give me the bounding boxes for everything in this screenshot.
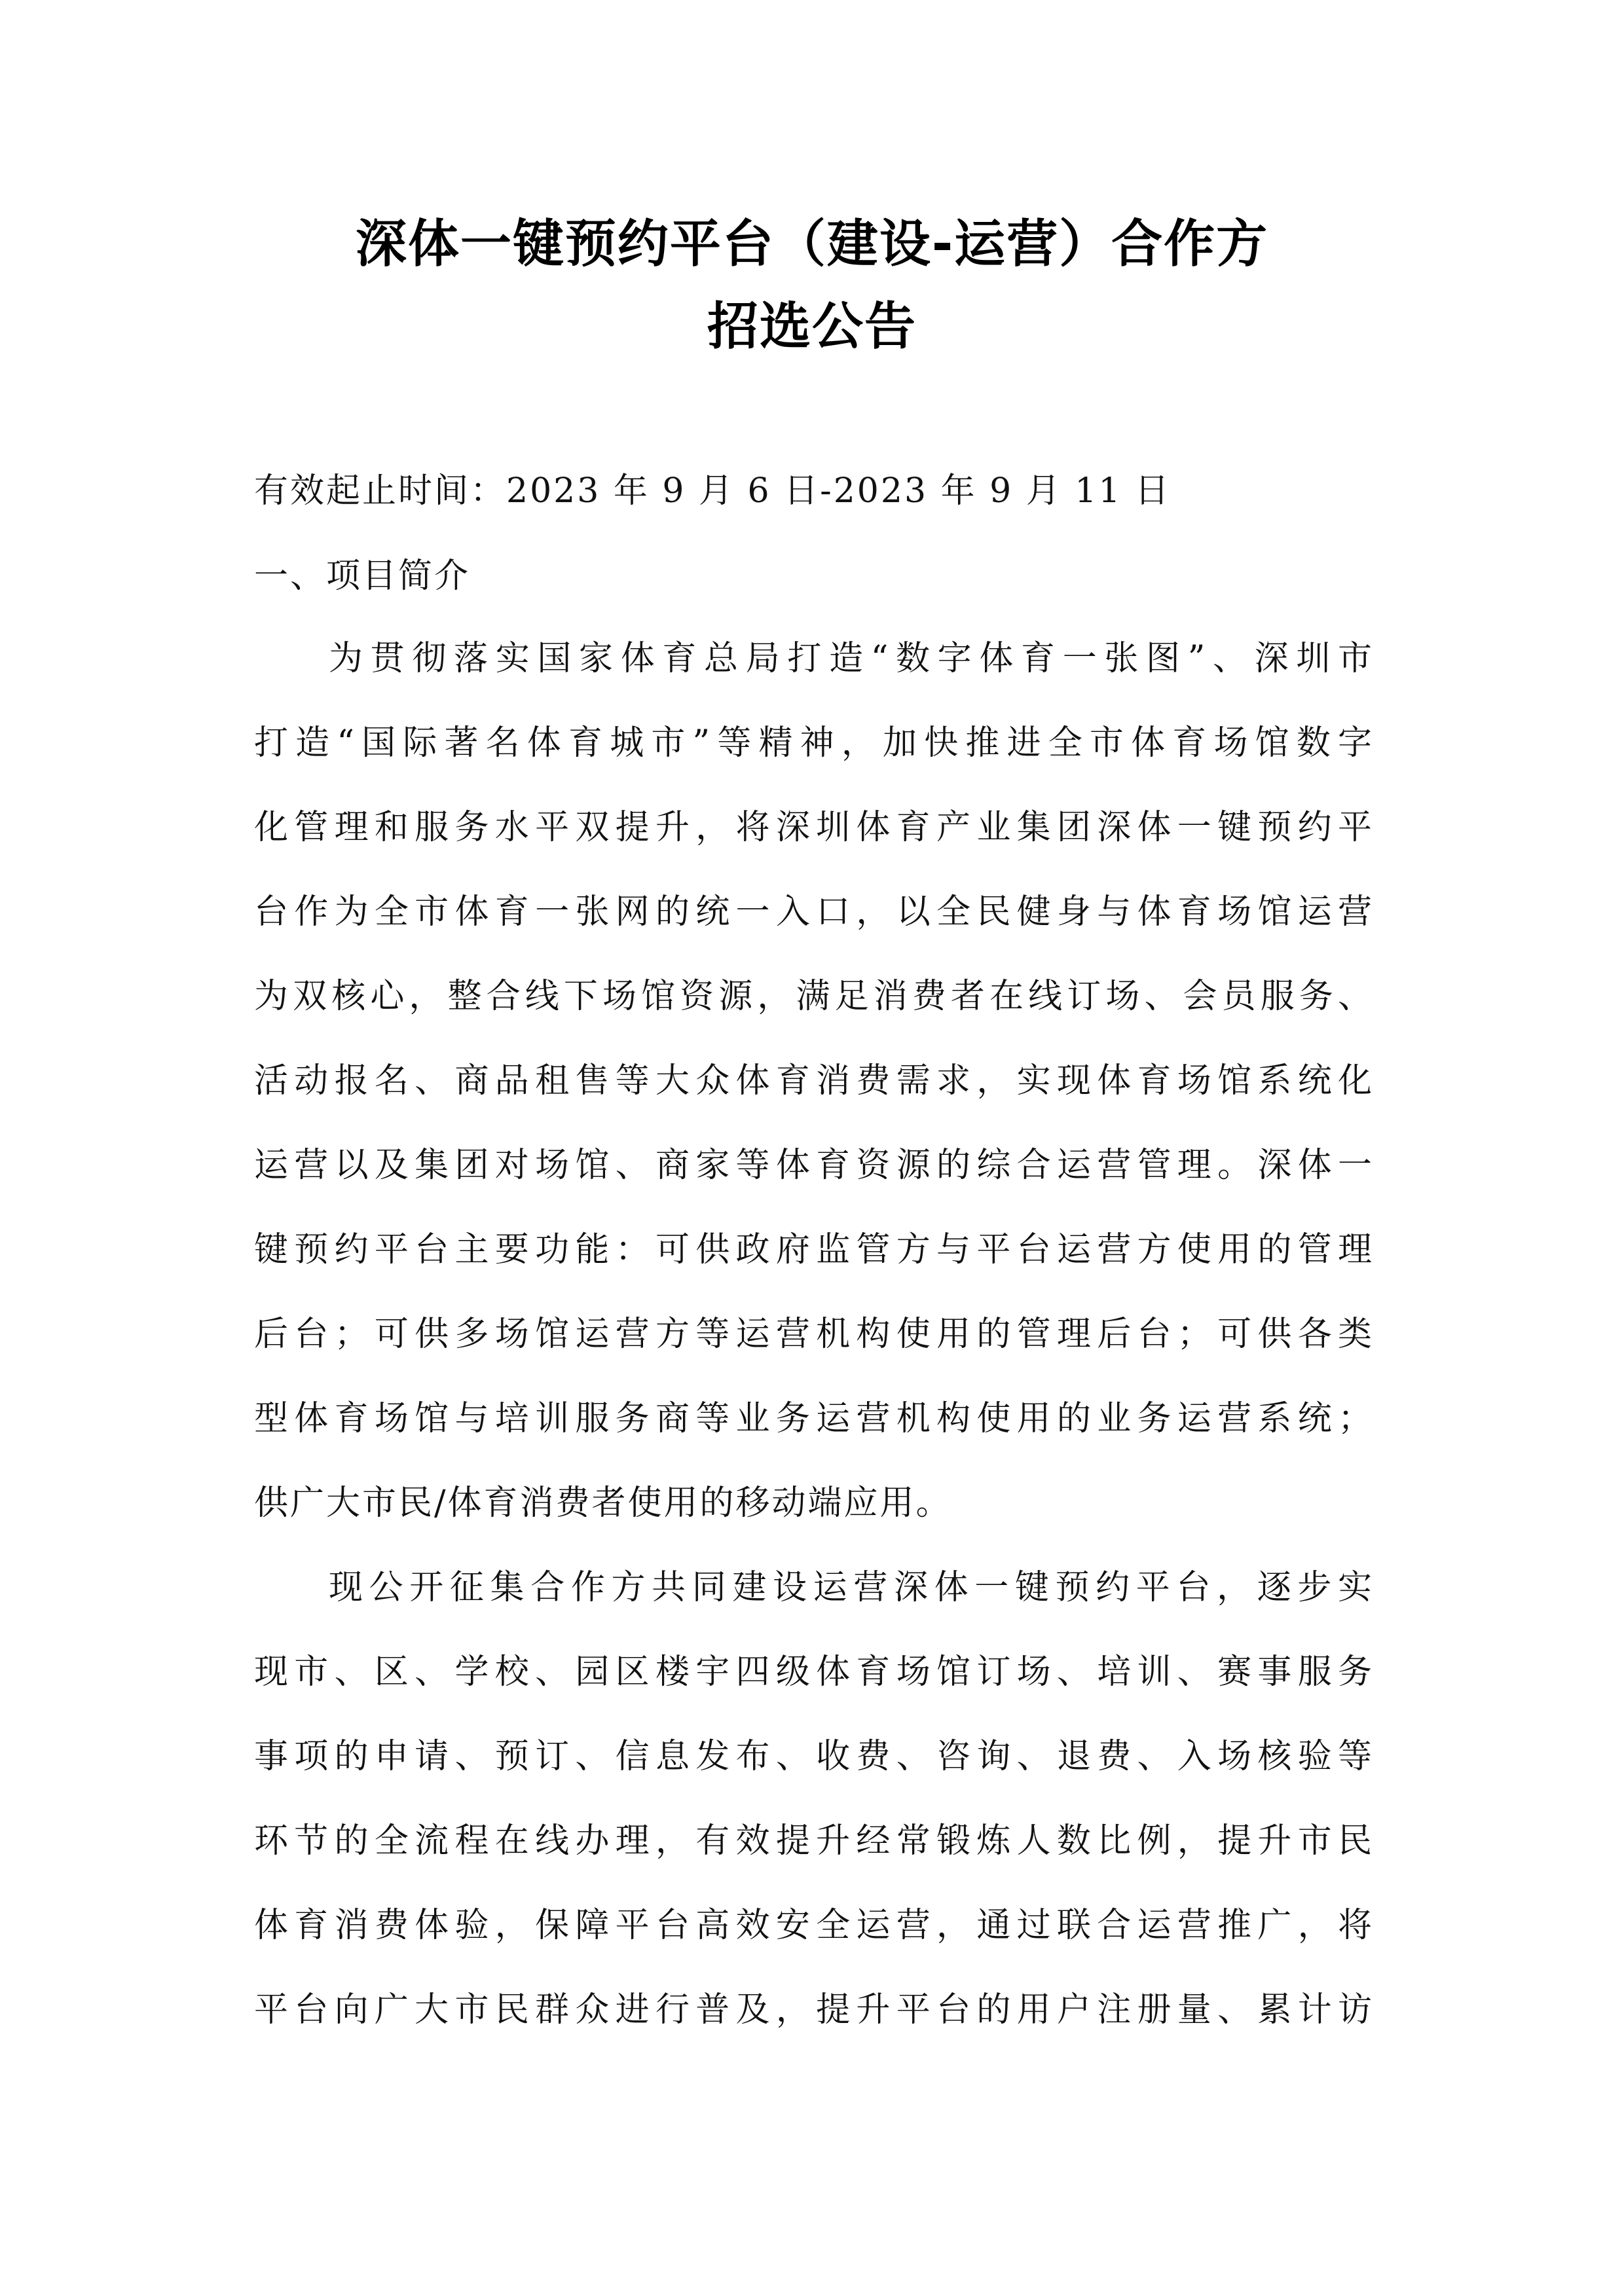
paragraph-line: 现市、区、学校、园区楼宇四级体育场馆订场、培训、赛事服务 xyxy=(254,1652,1374,1692)
paragraph-line: 平台向广大市民群众进行普及，提升平台的用户注册量、累计访 xyxy=(254,1990,1374,2030)
paragraph-line: 体育消费体验，保障平台高效安全运营，通过联合运营推广，将 xyxy=(254,1906,1374,1945)
paragraph-line: 台作为全市体育一张网的统一入口，以全民健身与体育场馆运营 xyxy=(254,892,1374,932)
document-title-line-1: 深体一键预约平台（建设-运营）合作方 xyxy=(355,215,1269,274)
paragraph-line: 键预约平台主要功能：可供政府监管方与平台运营方使用的管理 xyxy=(254,1230,1374,1269)
paragraph-line: 为双核心，整合线下场馆资源，满足消费者在线订场、会员服务、 xyxy=(254,977,1374,1016)
paragraph-line: 现公开征集合作方共同建设运营深体一键预约平台，逐步实 xyxy=(329,1568,1374,1607)
paragraph-line: 事项的申请、预订、信息发布、收费、咨询、退费、入场核验等 xyxy=(254,1737,1374,1776)
paragraph-line: 打造“国际著名体育城市”等精神，加快推进全市体育场馆数字 xyxy=(254,723,1374,763)
document-title-line-2: 招选公告 xyxy=(707,297,917,356)
paragraph-line: 型体育场馆与培训服务商等业务运营机构使用的业务运营系统； xyxy=(254,1399,1374,1438)
paragraph-line: 运营以及集团对场馆、商家等体育资源的综合运营管理。深体一 xyxy=(254,1146,1374,1185)
paragraph-line: 环节的全流程在线办理，有效提升经常锻炼人数比例，提升市民 xyxy=(254,1821,1374,1861)
paragraph-line: 后台；可供多场馆运营方等运营机构使用的管理后台；可供各类 xyxy=(254,1315,1374,1354)
validity-period: 有效起止时间：2023 年 9 月 6 日-2023 年 9 月 11 日 xyxy=(254,471,1171,511)
paragraph-line: 供广大市民/体育消费者使用的移动端应用。 xyxy=(254,1484,952,1523)
paragraph-line: 化管理和服务水平双提升，将深圳体育产业集团深体一键预约平 xyxy=(254,808,1374,847)
paragraph-line: 为贯彻落实国家体育总局打造“数字体育一张图”、深圳市 xyxy=(329,639,1374,678)
section-heading-project-intro: 一、项目简介 xyxy=(254,556,471,596)
paragraph-line: 活动报名、商品租售等大众体育消费需求，实现体育场馆系统化 xyxy=(254,1061,1374,1101)
